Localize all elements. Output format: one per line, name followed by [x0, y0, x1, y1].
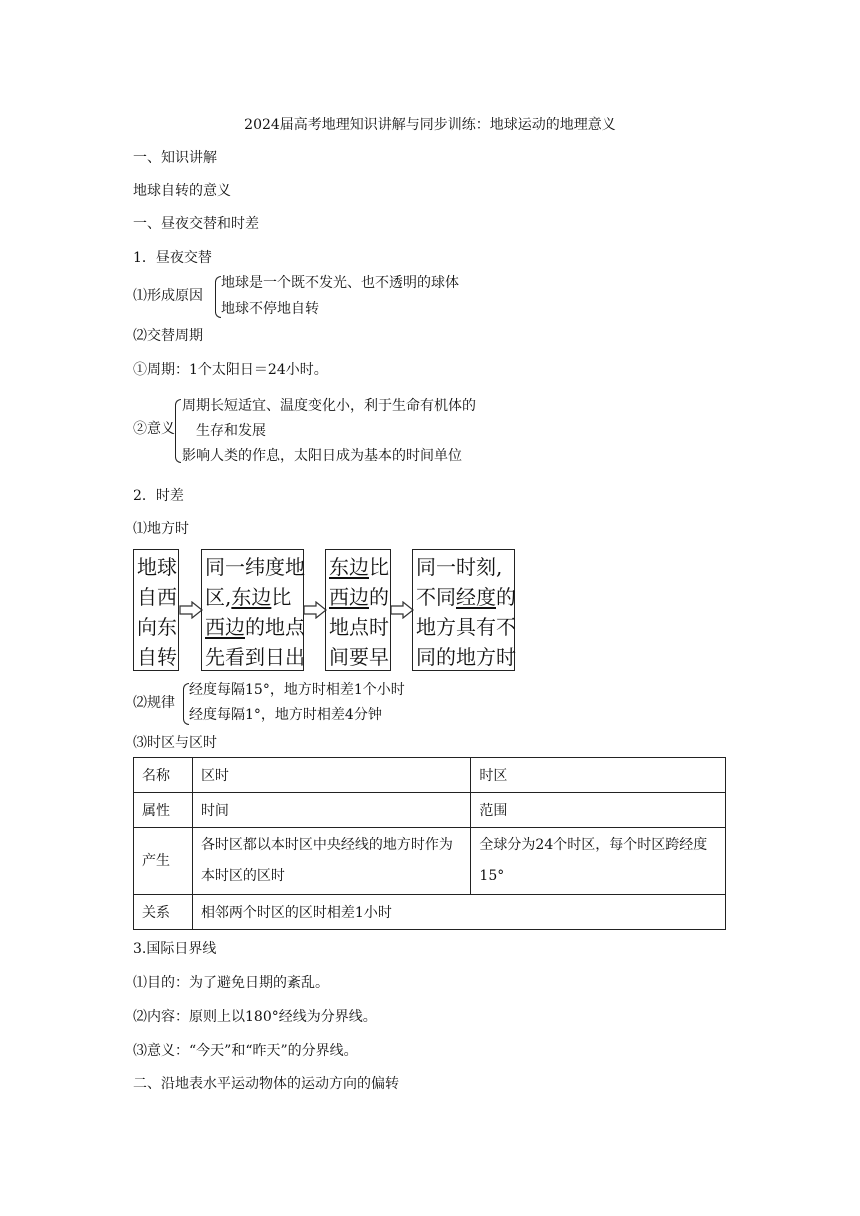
rule-item: 经度每隔15°，地方时相差1个小时 [189, 682, 405, 698]
table-cell: 区时 [192, 758, 470, 793]
flow-line: 间要早 [329, 645, 389, 669]
table-row [134, 895, 726, 930]
meaning-label: ②意义 [133, 421, 175, 437]
flow-line: 地球 [137, 555, 177, 579]
flow-line: 自西 [137, 585, 177, 609]
flow-line: 同一时刻, [416, 555, 503, 579]
table-cell: 各时区都以本时区中央经线的地方时作为本时区的区时 [192, 828, 470, 895]
subtitle: 地球自转的意义 [133, 183, 231, 199]
flow-line: 同一纬度地 [205, 555, 305, 579]
period-line: ①周期：1个太阳日＝24小时。 [133, 362, 328, 378]
table-cell: 时间 [192, 793, 470, 828]
dateline-purpose: ⑴目的：为了避免日期的紊乱。 [133, 975, 329, 991]
flow-box-east-earlier [325, 549, 391, 671]
document-title: 2024届高考地理知识讲解与同步训练：地球运动的地理意义 [244, 117, 616, 133]
cause-label: ⑴形成原因 [133, 288, 203, 304]
heading-time-difference: 2．时差 [133, 488, 184, 504]
rule-label: ⑵规律 [133, 695, 175, 711]
section-heading: 一、知识讲解 [133, 150, 217, 166]
table-cell: 相邻两个时区的区时相差1小时 [192, 895, 725, 930]
arrow-right-icon [390, 601, 414, 619]
flow-line: 自转 [137, 645, 177, 669]
table-cell: 名称 [134, 758, 193, 793]
meaning-item: 生存和发展 [196, 423, 266, 439]
heading-dateline: 3.国际日界线 [133, 941, 217, 957]
flow-box-different-local-time [412, 549, 515, 671]
cause-item: 地球不停地自转 [221, 301, 319, 317]
flow-line: 东边比 [329, 555, 389, 579]
flow-line: 向东 [137, 615, 177, 639]
table-row [134, 758, 726, 793]
flow-line: 区,东边比 [205, 585, 292, 609]
heading-alternation: 1．昼夜交替 [133, 250, 212, 266]
flow-line: 西边的 [329, 585, 389, 609]
heading-deflection: 二、沿地表水平运动物体的运动方向的偏转 [133, 1076, 399, 1092]
table-cell: 产生 [134, 828, 193, 895]
table-cell: 时区 [471, 758, 726, 793]
flow-box-east-sunrise [201, 549, 304, 671]
cause-item: 地球是一个既不发光、也不透明的球体 [221, 275, 459, 291]
brace-icon [175, 399, 181, 463]
time-zone-table [133, 757, 726, 930]
flow-line: 地方具有不 [416, 615, 516, 639]
table-row [134, 793, 726, 828]
rule-item: 经度每隔1°，地方时相差4分钟 [189, 707, 382, 723]
period-heading: ⑵交替周期 [133, 328, 203, 344]
flow-line: 西边的地点 [205, 615, 305, 639]
flow-box-earth-rotation [133, 549, 179, 671]
zone-heading: ⑶时区与区时 [133, 735, 217, 751]
local-time-heading: ⑴地方时 [133, 521, 189, 537]
arrow-right-icon [303, 601, 327, 619]
dateline-content: ⑵内容：原则上以180°经线为分界线。 [133, 1009, 377, 1025]
table-cell: 属性 [134, 793, 193, 828]
flow-line: 同的地方时 [416, 645, 516, 669]
dateline-meaning: ⑶意义：“今天”和“昨天”的分界线。 [133, 1043, 358, 1059]
flow-line: 不同经度的 [416, 585, 516, 609]
table-cell: 全球分为24个时区，每个时区跨经度15° [471, 828, 726, 895]
meaning-item: 影响人类的作息，太阳日成为基本的时间单位 [182, 448, 462, 464]
arrow-right-icon [179, 601, 203, 619]
table-cell: 范围 [471, 793, 726, 828]
table-cell: 关系 [134, 895, 193, 930]
flow-line: 地点时 [329, 615, 389, 639]
meaning-item: 周期长短适宜、温度变化小，利于生命有机体的 [182, 398, 476, 414]
table-row [134, 828, 726, 895]
flow-line: 先看到日出 [205, 645, 305, 669]
heading-day-night: 一、昼夜交替和时差 [133, 216, 259, 232]
